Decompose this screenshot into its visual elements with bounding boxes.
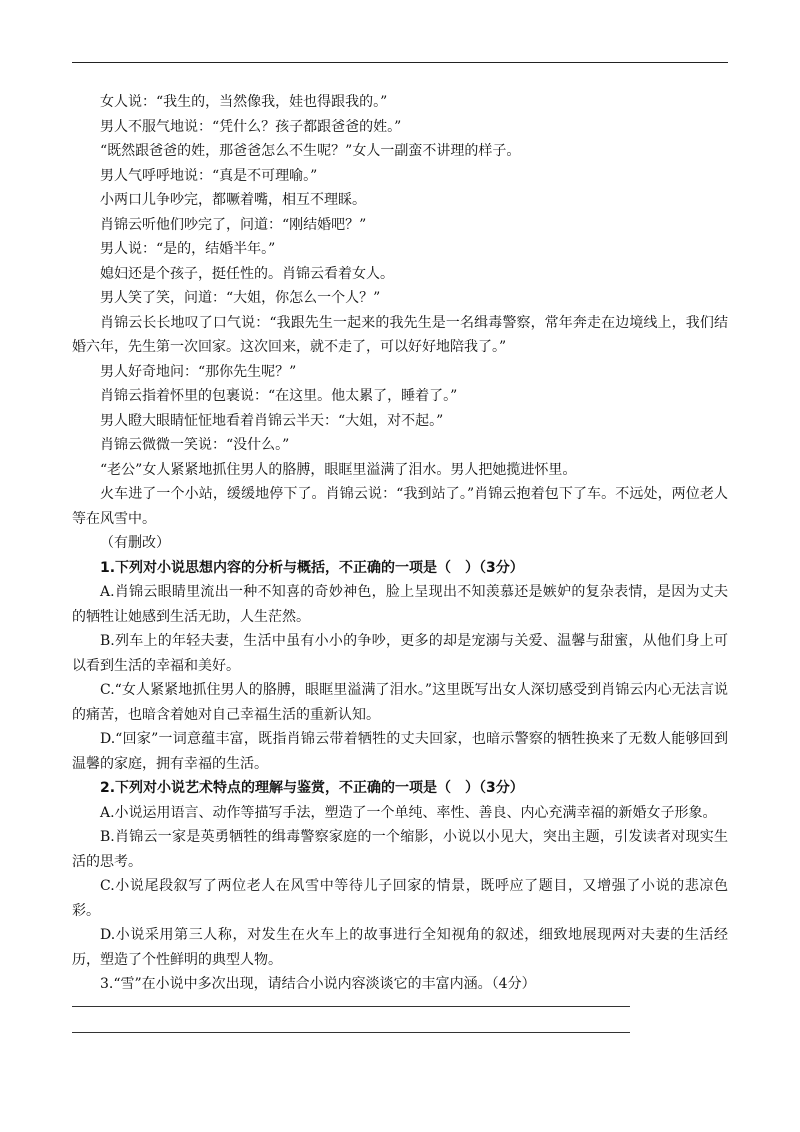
- story-paragraph: “老公”女人紧紧地抓住男人的胳膊，眼眶里溢满了泪水。男人把她揽进怀里。: [100, 461, 577, 478]
- story-paragraph: 女人说：“我生的，当然像我，娃也得跟我的。”: [100, 94, 388, 110]
- story-paragraph: 男人好奇地问：“那你先生呢？”: [100, 363, 297, 380]
- story-paragraph: “既然跟爸爸的姓，那爸爸怎么不生呢？”女人一副蛮不讲理的样子。: [100, 143, 521, 159]
- question-1-option-a: A.肖锦云眼睛里流出一种不知喜的奇妙神色，脸上呈现出不知羡慕还是嫉妒的复杂表情，是因为丈夫的牺牲让她感到生活无助，人生茫然。: [72, 584, 728, 625]
- answer-line: [72, 1006, 630, 1007]
- story-paragraph: 肖锦云微微一笑说：“没什么。”: [100, 437, 290, 453]
- story-paragraph: 男人笑了笑，问道：“大姐，你怎么一个人？”: [100, 290, 381, 306]
- story-paragraph: 肖锦云长长地叹了口气说：“我跟先生一起来的我先生是一名缉毒警察，常年奔走在边境线上，我们结婚六年，先生第一次回家。这次回来，就不走了，可以好好地陪我了。”: [72, 314, 728, 355]
- question-2-option-c: C.小说尾段叙写了两位老人在风雪中等待儿子回家的情景，既呼应了题目，又增强了小说的悲凉色彩。: [72, 878, 728, 919]
- question-2-option-b: B.肖锦云一家是英勇牺牲的缉毒警察家庭的一个缩影，小说以小见大，突出主题，引发读者对现实生活的思考。: [72, 829, 728, 870]
- story-paragraph: 肖锦云指着怀里的包裹说：“在这里。他太累了，睡着了。”: [100, 388, 458, 404]
- story-paragraph: 男人瞪大眼睛怔怔地看着肖锦云半天：“大姐，对不起。”: [100, 412, 444, 429]
- question-1-title: 1.下列对小说思想内容的分析与概括，不正确的一项是（ ）（3分）: [100, 559, 524, 576]
- source-note: （有删改）: [100, 535, 170, 551]
- story-paragraph: 媳妇还是个孩子，挺任性的。肖锦云看着女人。: [100, 265, 394, 282]
- question-2-option-d: D.小说采用第三人称，对发生在火车上的故事进行全知视角的叙述，细致地展现两对夫妻的生活经历，塑造了个性鲜明的典型人物。: [72, 927, 728, 968]
- answer-line: [72, 1032, 630, 1033]
- question-2-option-a: A.小说运用语言、动作等描写手法，塑造了一个单纯、率性、善良、内心充满幸福的新婚女子形象。: [100, 804, 717, 821]
- question-3-title: 3.“雪”在小说中多次出现，请结合小说内容淡谈它的丰富内涵。（4分）: [100, 976, 536, 992]
- question-2-title: 2.下列对小说艺术特点的理解与鉴赏，不正确的一项是（ ）（3分）: [100, 780, 524, 796]
- header-rule: [72, 62, 728, 63]
- question-1-option-b: B.列车上的年轻夫妻，生活中虽有小小的争吵，更多的却是宠溺与关爱、温馨与甜蜜，从他们身上可以看到生活的幸福和美好。: [72, 633, 728, 674]
- document-body: [72, 90, 728, 997]
- story-paragraph: 小两口儿争吵完，都噘着嘴，相互不理睬。: [100, 192, 366, 208]
- story-paragraph: 肖锦云听他们吵完了，问道：“刚结婚吧？”: [100, 216, 367, 233]
- story-paragraph: 男人气呼呼地说：“真是不可理喻。”: [100, 167, 318, 184]
- story-paragraph: 男人不服气地说：“凭什么？孩子都跟爸爸的姓。”: [100, 118, 402, 135]
- question-1-option-c: C.“女人紧紧地抓住男人的胳膊，眼眶里溢满了泪水。”这里既写出女人深切感受到肖锦云内心无法言说的痛苦，也暗含着她对自己幸福生活的重新认知。: [72, 682, 728, 723]
- question-1-option-d: D.“回家”一词意蕴丰富，既指肖锦云带着牺牲的丈夫回家，也暗示警察的牺牲换来了无数人能够回到温馨的家庭，拥有幸福的生活。: [72, 731, 728, 772]
- story-paragraph: 火车进了一个小站，缓缓地停下了。肖锦云说：“我到站了。”肖锦云抱着包下了车。不远处，两位老人等在风雪中。: [72, 486, 728, 527]
- story-paragraph: 男人说：“是的，结婚半年。”: [100, 241, 276, 257]
